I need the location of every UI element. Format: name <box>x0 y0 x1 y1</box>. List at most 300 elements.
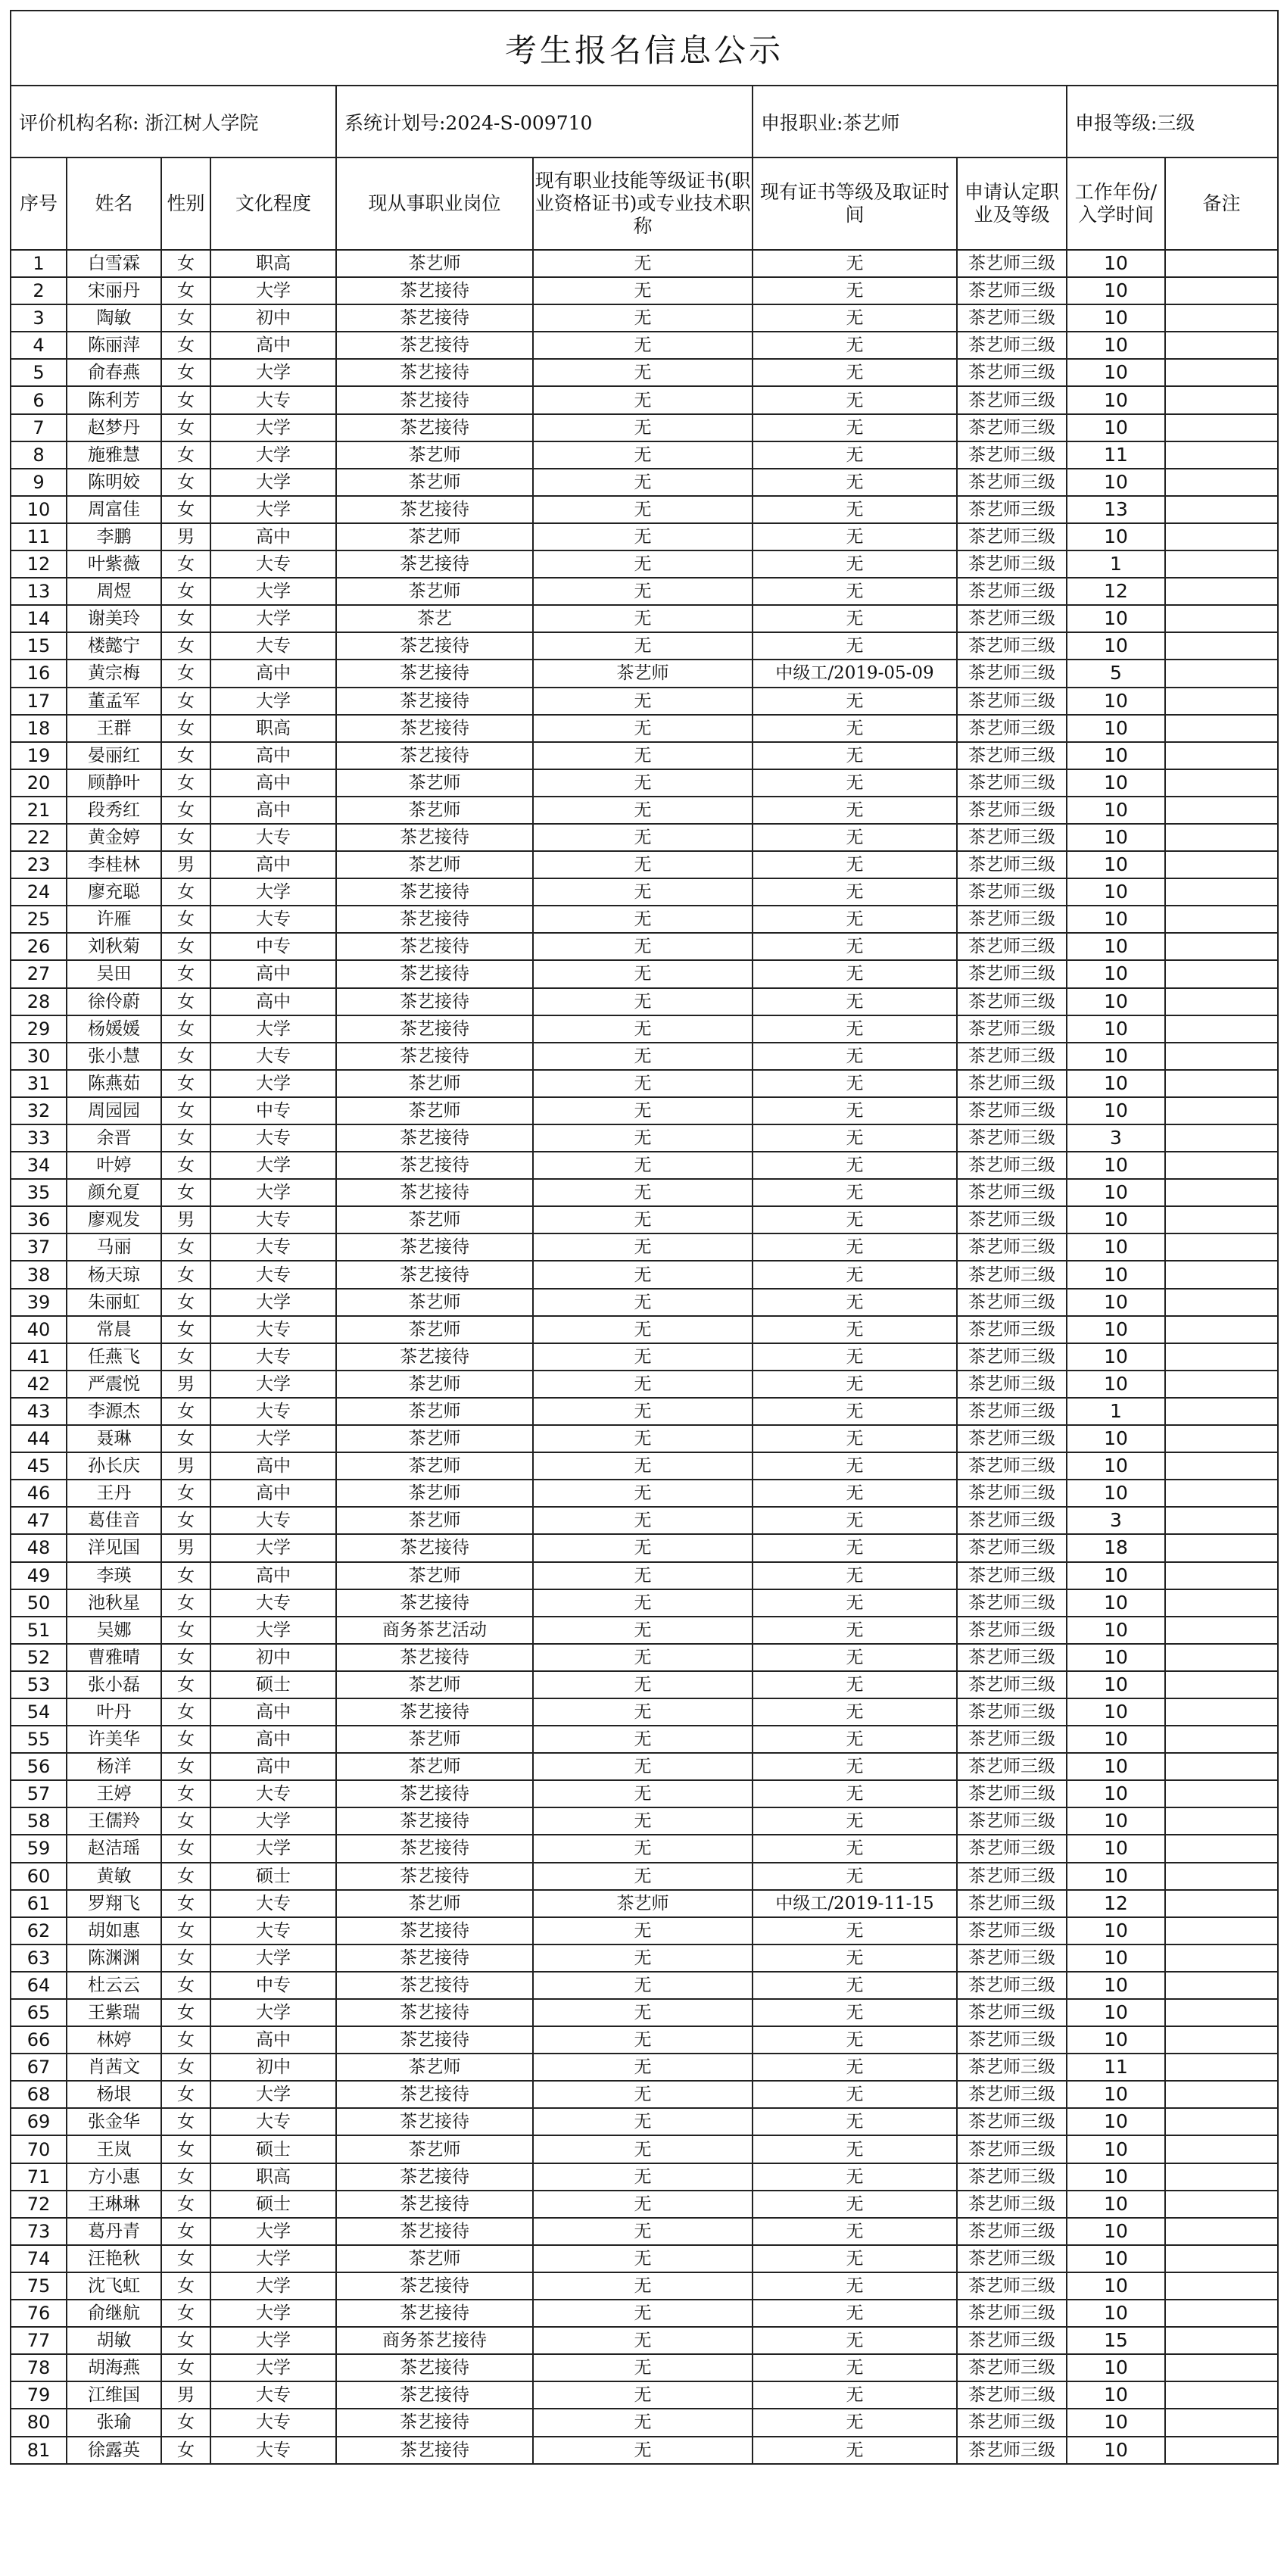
cell-education: 高中 <box>210 797 336 824</box>
table-row <box>11 1316 1278 1343</box>
cell-cert-level-date: 无 <box>753 2300 957 2327</box>
cell-cert-level-date: 无 <box>753 550 957 578</box>
cell-apply-occupation: 茶艺师三级 <box>957 960 1067 987</box>
cell-seq: 3 <box>11 304 67 332</box>
cell-gender: 男 <box>161 1206 210 1233</box>
cell-apply-occupation: 茶艺师三级 <box>957 1233 1067 1261</box>
cell-gender: 女 <box>161 960 210 987</box>
cell-gender: 女 <box>161 1890 210 1917</box>
cell-current-cert: 无 <box>533 1452 753 1480</box>
cell-current-cert: 无 <box>533 1753 753 1780</box>
cell-remarks <box>1165 414 1278 441</box>
cell-seq: 54 <box>11 1698 67 1726</box>
cell-work-years: 10 <box>1067 2163 1165 2191</box>
cell-name: 李瑛 <box>67 1562 161 1589</box>
cell-cert-level-date: 无 <box>753 688 957 715</box>
cell-remarks <box>1165 1972 1278 1999</box>
table-row <box>11 2354 1278 2381</box>
cell-seq: 27 <box>11 960 67 987</box>
cell-cert-level-date: 无 <box>753 1015 957 1043</box>
cell-work-years: 10 <box>1067 359 1165 386</box>
cell-education: 高中 <box>210 1562 336 1589</box>
cell-education: 大学 <box>210 1179 336 1206</box>
cell-remarks <box>1165 1070 1278 1097</box>
table-row <box>11 1289 1278 1316</box>
cell-education: 大学 <box>210 441 336 469</box>
cell-seq: 50 <box>11 1589 67 1617</box>
cell-education: 硕士 <box>210 2135 336 2163</box>
cell-apply-occupation: 茶艺师三级 <box>957 1343 1067 1371</box>
cell-apply-occupation: 茶艺师三级 <box>957 605 1067 632</box>
cell-current-post: 茶艺接待 <box>336 1043 533 1070</box>
cell-seq: 7 <box>11 414 67 441</box>
cell-gender: 女 <box>161 1671 210 1698</box>
cell-apply-occupation: 茶艺师三级 <box>957 1261 1067 1288</box>
table-row <box>11 2081 1278 2108</box>
cell-cert-level-date: 无 <box>753 2354 957 2381</box>
cell-education: 高中 <box>210 742 336 769</box>
cell-current-post: 茶艺师 <box>336 769 533 797</box>
cell-gender: 女 <box>161 332 210 359</box>
table-row <box>11 414 1278 441</box>
cell-apply-occupation: 茶艺师三级 <box>957 1780 1067 1807</box>
table-row <box>11 878 1278 906</box>
cell-remarks <box>1165 578 1278 605</box>
cell-education: 大学 <box>210 1999 336 2026</box>
cell-remarks <box>1165 1863 1278 1890</box>
cell-remarks <box>1165 2054 1278 2081</box>
cell-seq: 24 <box>11 878 67 906</box>
table-row <box>11 550 1278 578</box>
cell-work-years: 10 <box>1067 1425 1165 1452</box>
cell-cert-level-date: 无 <box>753 1452 957 1480</box>
cell-education: 高中 <box>210 1753 336 1780</box>
cell-work-years: 10 <box>1067 824 1165 851</box>
cell-work-years: 10 <box>1067 1944 1165 1972</box>
cell-work-years: 10 <box>1067 742 1165 769</box>
cell-education: 大专 <box>210 1233 336 1261</box>
cell-name: 赵梦丹 <box>67 414 161 441</box>
cell-education: 职高 <box>210 2163 336 2191</box>
table-row <box>11 1835 1278 1862</box>
cell-work-years: 10 <box>1067 332 1165 359</box>
cell-remarks <box>1165 1726 1278 1753</box>
cell-cert-level-date: 无 <box>753 2081 957 2108</box>
cell-education: 职高 <box>210 715 336 742</box>
cell-name: 肖茜文 <box>67 2054 161 2081</box>
cell-remarks <box>1165 277 1278 304</box>
cell-cert-level-date: 无 <box>753 715 957 742</box>
cell-cert-level-date: 无 <box>753 2163 957 2191</box>
cell-gender: 女 <box>161 2327 210 2354</box>
cell-name: 李源杰 <box>67 1398 161 1425</box>
table-row <box>11 523 1278 550</box>
table-row <box>11 1917 1278 1944</box>
cell-seq: 43 <box>11 1398 67 1425</box>
cell-name: 段秀红 <box>67 797 161 824</box>
cell-current-cert: 无 <box>533 1398 753 1425</box>
cell-seq: 46 <box>11 1480 67 1507</box>
cell-apply-occupation: 茶艺师三级 <box>957 851 1067 878</box>
cell-remarks <box>1165 304 1278 332</box>
cell-name: 俞春燕 <box>67 359 161 386</box>
cell-gender: 女 <box>161 2081 210 2108</box>
cell-current-cert: 无 <box>533 2081 753 2108</box>
cell-name: 叶丹 <box>67 1698 161 1726</box>
cell-current-post: 茶艺接待 <box>336 2272 533 2300</box>
cell-cert-level-date: 无 <box>753 1726 957 1753</box>
cell-seq: 35 <box>11 1179 67 1206</box>
cell-remarks <box>1165 250 1278 277</box>
cell-work-years: 10 <box>1067 1863 1165 1890</box>
cell-current-post: 茶艺接待 <box>336 2108 533 2135</box>
cell-education: 大学 <box>210 1425 336 1452</box>
cell-current-post: 茶艺接待 <box>336 1589 533 1617</box>
cell-remarks <box>1165 359 1278 386</box>
cell-apply-occupation: 茶艺师三级 <box>957 277 1067 304</box>
cell-current-post: 茶艺 <box>336 605 533 632</box>
cell-work-years: 10 <box>1067 250 1165 277</box>
cell-current-post: 茶艺接待 <box>336 1863 533 1890</box>
cell-gender: 女 <box>161 1425 210 1452</box>
cell-gender: 女 <box>161 2191 210 2218</box>
cell-gender: 女 <box>161 1261 210 1288</box>
cell-current-post: 茶艺接待 <box>336 1999 533 2026</box>
cell-seq: 81 <box>11 2437 67 2464</box>
cell-cert-level-date: 无 <box>753 2409 957 2436</box>
cell-work-years: 10 <box>1067 1070 1165 1097</box>
cell-apply-occupation: 茶艺师三级 <box>957 742 1067 769</box>
cell-remarks <box>1165 1644 1278 1671</box>
cell-cert-level-date: 无 <box>753 2108 957 2135</box>
cell-current-cert: 无 <box>533 1097 753 1124</box>
cell-current-post: 茶艺师 <box>336 578 533 605</box>
cell-current-post: 茶艺师 <box>336 1753 533 1780</box>
cell-apply-occupation: 茶艺师三级 <box>957 1589 1067 1617</box>
cell-seq: 69 <box>11 2108 67 2135</box>
cell-apply-occupation: 茶艺师三级 <box>957 660 1067 687</box>
cell-apply-occupation: 茶艺师三级 <box>957 2191 1067 2218</box>
cell-apply-occupation: 茶艺师三级 <box>957 1944 1067 1972</box>
cell-gender: 女 <box>161 988 210 1015</box>
cell-seq: 33 <box>11 1124 67 1152</box>
cell-current-cert: 无 <box>533 2218 753 2245</box>
table-row <box>11 1043 1278 1070</box>
cell-cert-level-date: 无 <box>753 1999 957 2026</box>
table-row <box>11 1261 1278 1288</box>
cell-current-post: 茶艺师 <box>336 1726 533 1753</box>
cell-gender: 女 <box>161 1124 210 1152</box>
cell-seq: 63 <box>11 1944 67 1972</box>
cell-name: 李鹏 <box>67 523 161 550</box>
cell-current-post: 茶艺接待 <box>336 1644 533 1671</box>
cell-name: 许美华 <box>67 1726 161 1753</box>
cell-remarks <box>1165 1589 1278 1617</box>
cell-remarks <box>1165 1480 1278 1507</box>
cell-cert-level-date: 中级工/2019-05-09 <box>753 660 957 687</box>
table-row <box>11 769 1278 797</box>
cell-current-cert: 无 <box>533 496 753 523</box>
cell-work-years: 10 <box>1067 414 1165 441</box>
cell-current-post: 茶艺接待 <box>336 906 533 933</box>
cell-name: 黄敏 <box>67 1863 161 1890</box>
cell-seq: 78 <box>11 2354 67 2381</box>
cell-cert-level-date: 无 <box>753 1261 957 1288</box>
cell-cert-level-date: 无 <box>753 2327 957 2354</box>
cell-current-post: 茶艺接待 <box>336 2409 533 2436</box>
cell-current-cert: 无 <box>533 2191 753 2218</box>
cell-apply-occupation: 茶艺师三级 <box>957 1015 1067 1043</box>
cell-cert-level-date: 无 <box>753 1233 957 1261</box>
cell-cert-level-date: 无 <box>753 1425 957 1452</box>
cell-work-years: 10 <box>1067 933 1165 960</box>
cell-cert-level-date: 无 <box>753 1780 957 1807</box>
cell-gender: 女 <box>161 550 210 578</box>
cell-education: 大学 <box>210 2218 336 2245</box>
cell-education: 大学 <box>210 1152 336 1179</box>
cell-seq: 48 <box>11 1534 67 1561</box>
header-gender: 性别 <box>161 157 210 250</box>
cell-seq: 80 <box>11 2409 67 2436</box>
cell-current-post: 茶艺师 <box>336 1289 533 1316</box>
cell-apply-occupation: 茶艺师三级 <box>957 1917 1067 1944</box>
cell-work-years: 10 <box>1067 1753 1165 1780</box>
cell-gender: 女 <box>161 1507 210 1534</box>
cell-name: 徐伶蔚 <box>67 988 161 1015</box>
cell-seq: 66 <box>11 2026 67 2054</box>
cell-current-cert: 无 <box>533 414 753 441</box>
cell-remarks <box>1165 1124 1278 1152</box>
header-current-post: 现从事职业岗位 <box>336 157 533 250</box>
table-row <box>11 1589 1278 1617</box>
cell-seq: 58 <box>11 1807 67 1835</box>
table-row <box>11 1507 1278 1534</box>
table-row <box>11 824 1278 851</box>
cell-work-years: 10 <box>1067 2081 1165 2108</box>
cell-apply-occupation: 茶艺师三级 <box>957 1534 1067 1561</box>
cell-work-years: 10 <box>1067 797 1165 824</box>
cell-current-cert: 无 <box>533 1015 753 1043</box>
cell-current-post: 茶艺接待 <box>336 960 533 987</box>
cell-work-years: 10 <box>1067 1097 1165 1124</box>
cell-work-years: 1 <box>1067 550 1165 578</box>
cell-education: 大学 <box>210 1015 336 1043</box>
cell-remarks <box>1165 1043 1278 1070</box>
cell-current-post: 茶艺接待 <box>336 2437 533 2464</box>
cell-apply-occupation: 茶艺师三级 <box>957 715 1067 742</box>
cell-education: 高中 <box>210 988 336 1015</box>
cell-cert-level-date: 无 <box>753 1507 957 1534</box>
cell-work-years: 10 <box>1067 605 1165 632</box>
table-row <box>11 2245 1278 2272</box>
table-row <box>11 1534 1278 1561</box>
cell-current-post: 茶艺接待 <box>336 332 533 359</box>
header-education: 文化程度 <box>210 157 336 250</box>
cell-seq: 71 <box>11 2163 67 2191</box>
cell-current-cert: 无 <box>533 605 753 632</box>
table-row <box>11 1233 1278 1261</box>
header-seq: 序号 <box>11 157 67 250</box>
cell-current-post: 茶艺接待 <box>336 988 533 1015</box>
cell-current-post: 茶艺接待 <box>336 2191 533 2218</box>
cell-seq: 4 <box>11 332 67 359</box>
cell-seq: 21 <box>11 797 67 824</box>
cell-name: 王群 <box>67 715 161 742</box>
cell-work-years: 10 <box>1067 2272 1165 2300</box>
cell-gender: 女 <box>161 1152 210 1179</box>
cell-current-post: 茶艺接待 <box>336 1261 533 1288</box>
cell-work-years: 1 <box>1067 1398 1165 1425</box>
cell-work-years: 10 <box>1067 851 1165 878</box>
cell-cert-level-date: 无 <box>753 851 957 878</box>
cell-seq: 36 <box>11 1206 67 1233</box>
cell-apply-occupation: 茶艺师三级 <box>957 441 1067 469</box>
notice-sheet <box>10 10 1277 2465</box>
cell-gender: 女 <box>161 2026 210 2054</box>
table-row <box>11 1698 1278 1726</box>
cell-seq: 30 <box>11 1043 67 1070</box>
cell-current-cert: 无 <box>533 2245 753 2272</box>
cell-remarks <box>1165 1753 1278 1780</box>
cell-apply-occupation: 茶艺师三级 <box>957 1507 1067 1534</box>
cell-gender: 女 <box>161 2437 210 2464</box>
cell-current-cert: 无 <box>533 2381 753 2409</box>
cell-apply-occupation: 茶艺师三级 <box>957 1124 1067 1152</box>
cell-apply-occupation: 茶艺师三级 <box>957 1617 1067 1644</box>
cell-current-cert: 无 <box>533 2272 753 2300</box>
table-row <box>11 386 1278 413</box>
header-remarks: 备注 <box>1165 157 1278 250</box>
table-row <box>11 2108 1278 2135</box>
cell-remarks <box>1165 2437 1278 2464</box>
table-row <box>11 2327 1278 2354</box>
cell-education: 大专 <box>210 1124 336 1152</box>
table-row <box>11 2381 1278 2409</box>
cell-gender: 男 <box>161 2381 210 2409</box>
table-row <box>11 1999 1278 2026</box>
table-row <box>11 605 1278 632</box>
cell-current-cert: 无 <box>533 960 753 987</box>
cell-seq: 79 <box>11 2381 67 2409</box>
cell-education: 大专 <box>210 2381 336 2409</box>
cell-gender: 男 <box>161 1371 210 1398</box>
table-row <box>11 332 1278 359</box>
cell-name: 董孟军 <box>67 688 161 715</box>
cell-current-post: 茶艺师 <box>336 1890 533 1917</box>
cell-current-cert: 无 <box>533 1289 753 1316</box>
cell-current-cert: 无 <box>533 1972 753 1999</box>
cell-education: 高中 <box>210 660 336 687</box>
cell-gender: 女 <box>161 414 210 441</box>
table-row <box>11 851 1278 878</box>
cell-work-years: 10 <box>1067 1671 1165 1698</box>
cell-remarks <box>1165 523 1278 550</box>
cell-current-cert: 无 <box>533 1261 753 1288</box>
cell-cert-level-date: 无 <box>753 1152 957 1179</box>
cell-current-post: 茶艺接待 <box>336 715 533 742</box>
cell-current-cert: 无 <box>533 1425 753 1452</box>
cell-work-years: 10 <box>1067 2135 1165 2163</box>
cell-current-cert: 无 <box>533 1807 753 1835</box>
cell-seq: 16 <box>11 660 67 687</box>
cell-current-cert: 无 <box>533 2409 753 2436</box>
cell-remarks <box>1165 851 1278 878</box>
cell-apply-occupation: 茶艺师三级 <box>957 769 1067 797</box>
cell-education: 大学 <box>210 1835 336 1862</box>
cell-apply-occupation: 茶艺师三级 <box>957 2218 1067 2245</box>
cell-work-years: 10 <box>1067 1206 1165 1233</box>
cell-gender: 女 <box>161 797 210 824</box>
cell-gender: 女 <box>161 769 210 797</box>
cell-cert-level-date: 无 <box>753 1398 957 1425</box>
cell-name: 陈利芳 <box>67 386 161 413</box>
cell-name: 陶敏 <box>67 304 161 332</box>
cell-gender: 女 <box>161 1835 210 1862</box>
cell-apply-occupation: 茶艺师三级 <box>957 250 1067 277</box>
cell-education: 大专 <box>210 2108 336 2135</box>
cell-work-years: 15 <box>1067 2327 1165 2354</box>
cell-work-years: 10 <box>1067 1179 1165 1206</box>
cell-cert-level-date: 无 <box>753 1917 957 1944</box>
cell-remarks <box>1165 988 1278 1015</box>
cell-current-cert: 无 <box>533 1480 753 1507</box>
cell-current-cert: 无 <box>533 550 753 578</box>
cell-apply-occupation: 茶艺师三级 <box>957 2300 1067 2327</box>
cell-gender: 女 <box>161 277 210 304</box>
cell-name: 陈明姣 <box>67 469 161 496</box>
cell-apply-occupation: 茶艺师三级 <box>957 523 1067 550</box>
cell-name: 沈飞虹 <box>67 2272 161 2300</box>
cell-gender: 女 <box>161 660 210 687</box>
cell-name: 周煜 <box>67 578 161 605</box>
cell-work-years: 12 <box>1067 578 1165 605</box>
cell-remarks <box>1165 2108 1278 2135</box>
cell-seq: 6 <box>11 386 67 413</box>
cell-remarks <box>1165 688 1278 715</box>
org-name: 评价机构名称: 浙江树人学院 <box>11 86 336 157</box>
cell-gender: 女 <box>161 2245 210 2272</box>
table-row <box>11 1780 1278 1807</box>
cell-work-years: 10 <box>1067 1289 1165 1316</box>
cell-gender: 女 <box>161 906 210 933</box>
cell-education: 大专 <box>210 2437 336 2464</box>
cell-seq: 62 <box>11 1917 67 1944</box>
cell-education: 大专 <box>210 2409 336 2436</box>
cell-current-post: 茶艺接待 <box>336 496 533 523</box>
cell-seq: 25 <box>11 906 67 933</box>
cell-seq: 38 <box>11 1261 67 1288</box>
table-row <box>11 2135 1278 2163</box>
cell-cert-level-date: 无 <box>753 441 957 469</box>
cell-current-post: 茶艺接待 <box>336 1698 533 1726</box>
cell-cert-level-date: 无 <box>753 797 957 824</box>
cell-gender: 女 <box>161 688 210 715</box>
cell-gender: 女 <box>161 441 210 469</box>
table-row <box>11 688 1278 715</box>
cell-cert-level-date: 无 <box>753 2245 957 2272</box>
cell-seq: 5 <box>11 359 67 386</box>
cell-apply-occupation: 茶艺师三级 <box>957 578 1067 605</box>
cell-gender: 女 <box>161 1972 210 1999</box>
cell-current-post: 茶艺接待 <box>336 1972 533 1999</box>
cell-cert-level-date: 无 <box>753 1289 957 1316</box>
cell-name: 曹雅晴 <box>67 1644 161 1671</box>
cell-name: 张小慧 <box>67 1043 161 1070</box>
cell-cert-level-date: 无 <box>753 1698 957 1726</box>
cell-remarks <box>1165 2026 1278 2054</box>
cell-apply-occupation: 茶艺师三级 <box>957 469 1067 496</box>
cell-current-post: 茶艺接待 <box>336 1917 533 1944</box>
